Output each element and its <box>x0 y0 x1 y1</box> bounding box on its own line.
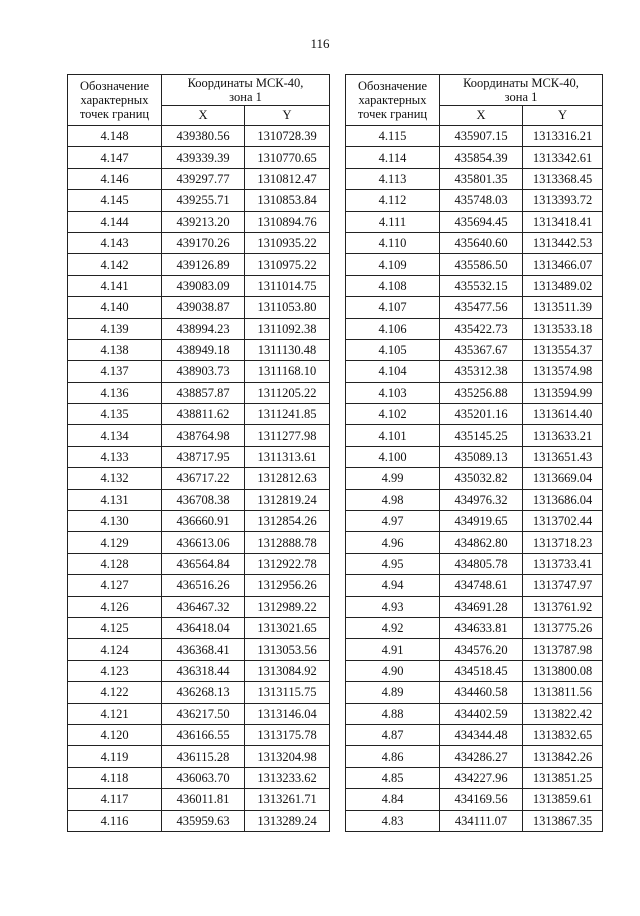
x-coordinate-cell: 435089.13 <box>440 446 523 467</box>
y-coordinate-cell: 1313614.40 <box>523 404 603 425</box>
point-label-cell: 4.147 <box>68 147 162 168</box>
table-row <box>346 532 603 553</box>
x-coordinate-cell: 436318.44 <box>162 660 245 681</box>
point-label-cell: 4.133 <box>68 446 162 467</box>
table-row <box>346 147 603 168</box>
y-coordinate-cell: 1313686.04 <box>523 489 603 510</box>
point-label-cell: 4.101 <box>346 425 440 446</box>
y-coordinate-cell: 1313316.21 <box>523 126 603 147</box>
right-table-body <box>346 126 603 832</box>
x-column-header: X <box>440 106 523 126</box>
table-row <box>68 126 330 147</box>
table-row <box>68 724 330 745</box>
x-coordinate-cell: 439083.09 <box>162 275 245 296</box>
point-label-cell: 4.121 <box>68 703 162 724</box>
point-label-cell: 4.98 <box>346 489 440 510</box>
y-coordinate-cell: 1311130.48 <box>245 339 330 360</box>
table-row <box>346 789 603 810</box>
table-row <box>346 254 603 275</box>
y-coordinate-cell: 1312989.22 <box>245 596 330 617</box>
x-coordinate-cell: 435640.60 <box>440 232 523 253</box>
table-row <box>68 232 330 253</box>
coordinates-header-line: Координаты МСК-40, <box>187 76 304 90</box>
point-label-cell: 4.136 <box>68 382 162 403</box>
x-coordinate-cell: 438717.95 <box>162 446 245 467</box>
x-coordinate-cell: 438994.23 <box>162 318 245 339</box>
table-row <box>346 511 603 532</box>
x-coordinate-cell: 435201.16 <box>440 404 523 425</box>
point-label-cell: 4.97 <box>346 511 440 532</box>
point-label-cell: 4.146 <box>68 168 162 189</box>
point-label-cell: 4.111 <box>346 211 440 232</box>
header-label-line: характерных <box>80 93 149 107</box>
point-label-cell: 4.105 <box>346 339 440 360</box>
table-row <box>346 746 603 767</box>
y-coordinate-cell: 1313175.78 <box>245 724 330 745</box>
table-row <box>68 382 330 403</box>
table-row <box>346 318 603 339</box>
point-label-cell: 4.100 <box>346 446 440 467</box>
y-coordinate-cell: 1311277.98 <box>245 425 330 446</box>
y-coordinate-cell: 1310770.65 <box>245 147 330 168</box>
table-row <box>346 297 603 318</box>
table-row <box>346 168 603 189</box>
page-number: 116 <box>310 36 330 51</box>
x-coordinate-cell: 434691.28 <box>440 596 523 617</box>
point-label-cell: 4.113 <box>346 168 440 189</box>
x-coordinate-cell: 435145.25 <box>440 425 523 446</box>
x-coordinate-cell: 434862.80 <box>440 532 523 553</box>
table-row <box>346 724 603 745</box>
y-coordinate-cell: 1310853.84 <box>245 190 330 211</box>
y-coordinate-cell: 1311241.85 <box>245 404 330 425</box>
table-row <box>68 147 330 168</box>
point-label-cell: 4.103 <box>346 382 440 403</box>
point-label-cell: 4.118 <box>68 767 162 788</box>
coordinates-table-left <box>67 74 330 832</box>
x-coordinate-cell: 435907.15 <box>440 126 523 147</box>
x-coordinate-cell: 434976.32 <box>440 489 523 510</box>
y-coordinate-cell: 1312812.63 <box>245 468 330 489</box>
table-row <box>346 468 603 489</box>
x-coordinate-cell: 434633.81 <box>440 617 523 638</box>
point-label-cell: 4.95 <box>346 553 440 574</box>
x-coordinate-cell: 436368.41 <box>162 639 245 660</box>
point-label-cell: 4.90 <box>346 660 440 681</box>
table-row <box>68 553 330 574</box>
x-coordinate-cell: 434169.56 <box>440 789 523 810</box>
y-coordinate-cell: 1313021.65 <box>245 617 330 638</box>
table-row <box>68 425 330 446</box>
y-coordinate-cell: 1310728.39 <box>245 126 330 147</box>
header-label-line: Обозначение <box>357 79 428 93</box>
y-coordinate-cell: 1313466.07 <box>523 254 603 275</box>
table-row <box>68 404 330 425</box>
x-coordinate-cell: 434344.48 <box>440 724 523 745</box>
point-label-cell: 4.137 <box>68 361 162 382</box>
x-coordinate-cell: 435367.67 <box>440 339 523 360</box>
point-label-cell: 4.129 <box>68 532 162 553</box>
y-coordinate-cell: 1311053.80 <box>245 297 330 318</box>
y-coordinate-cell: 1313702.44 <box>523 511 603 532</box>
table-row <box>68 596 330 617</box>
y-coordinate-cell: 1311092.38 <box>245 318 330 339</box>
point-label-cell: 4.135 <box>68 404 162 425</box>
x-coordinate-cell: 435694.45 <box>440 211 523 232</box>
x-coordinate-cell: 439213.20 <box>162 211 245 232</box>
y-coordinate-cell: 1313393.72 <box>523 190 603 211</box>
y-coordinate-cell: 1313084.92 <box>245 660 330 681</box>
table-row <box>68 810 330 831</box>
table-row <box>346 425 603 446</box>
table-row <box>68 361 330 382</box>
point-label-cell: 4.112 <box>346 190 440 211</box>
point-label-cell: 4.87 <box>346 724 440 745</box>
y-coordinate-cell: 1310975.22 <box>245 254 330 275</box>
y-coordinate-cell: 1312854.26 <box>245 511 330 532</box>
y-coordinate-cell: 1313533.18 <box>523 318 603 339</box>
x-coordinate-cell: 435422.73 <box>440 318 523 339</box>
x-coordinate-cell: 435032.82 <box>440 468 523 489</box>
point-label-cell: 4.86 <box>346 746 440 767</box>
x-coordinate-cell: 438857.87 <box>162 382 245 403</box>
point-label-cell: 4.88 <box>346 703 440 724</box>
table-row <box>346 211 603 232</box>
x-coordinate-cell: 438764.98 <box>162 425 245 446</box>
point-label-header <box>346 75 440 126</box>
point-label-cell: 4.142 <box>68 254 162 275</box>
table-row <box>346 553 603 574</box>
table-row <box>68 168 330 189</box>
y-coordinate-cell: 1313822.42 <box>523 703 603 724</box>
table-row <box>68 703 330 724</box>
x-coordinate-cell: 434111.07 <box>440 810 523 831</box>
coordinates-header <box>162 75 330 106</box>
x-coordinate-cell: 439297.77 <box>162 168 245 189</box>
point-label-cell: 4.106 <box>346 318 440 339</box>
header-label-line: точек границ <box>79 107 150 121</box>
x-coordinate-cell: 435256.88 <box>440 382 523 403</box>
coordinates-header-line: зона 1 <box>229 90 262 104</box>
coordinates-table-right <box>345 74 603 832</box>
table-row <box>346 232 603 253</box>
table-row <box>68 190 330 211</box>
point-label-cell: 4.120 <box>68 724 162 745</box>
y-coordinate-cell: 1313800.08 <box>523 660 603 681</box>
x-coordinate-cell: 436467.32 <box>162 596 245 617</box>
point-label-cell: 4.126 <box>68 596 162 617</box>
x-coordinate-cell: 435801.35 <box>440 168 523 189</box>
x-coordinate-cell: 436564.84 <box>162 553 245 574</box>
y-coordinate-cell: 1311313.61 <box>245 446 330 467</box>
left-table-body <box>68 126 330 832</box>
point-label-cell: 4.85 <box>346 767 440 788</box>
y-coordinate-cell: 1312922.78 <box>245 553 330 574</box>
x-coordinate-cell: 436166.55 <box>162 724 245 745</box>
table-row <box>68 660 330 681</box>
x-coordinate-cell: 436011.81 <box>162 789 245 810</box>
x-column-header: X <box>162 106 245 126</box>
table-row <box>68 617 330 638</box>
point-label-cell: 4.117 <box>68 789 162 810</box>
x-coordinate-cell: 438903.73 <box>162 361 245 382</box>
table-row <box>68 489 330 510</box>
table-row <box>346 275 603 296</box>
y-coordinate-cell: 1313594.99 <box>523 382 603 403</box>
x-coordinate-cell: 436063.70 <box>162 767 245 788</box>
table-row <box>68 254 330 275</box>
point-label-cell: 4.96 <box>346 532 440 553</box>
x-coordinate-cell: 436516.26 <box>162 575 245 596</box>
x-coordinate-cell: 436660.91 <box>162 511 245 532</box>
point-label-cell: 4.119 <box>68 746 162 767</box>
x-coordinate-cell: 436115.28 <box>162 746 245 767</box>
table-row <box>346 596 603 617</box>
table-row <box>68 211 330 232</box>
point-label-cell: 4.145 <box>68 190 162 211</box>
table-row <box>68 511 330 532</box>
point-label-cell: 4.144 <box>68 211 162 232</box>
point-label-cell: 4.134 <box>68 425 162 446</box>
table-row <box>68 746 330 767</box>
point-label-cell: 4.141 <box>68 275 162 296</box>
x-coordinate-cell: 439126.89 <box>162 254 245 275</box>
y-coordinate-cell: 1313633.21 <box>523 425 603 446</box>
point-label-cell: 4.109 <box>346 254 440 275</box>
table-row <box>346 703 603 724</box>
table-row <box>68 532 330 553</box>
table-row <box>346 810 603 831</box>
y-coordinate-cell: 1313261.71 <box>245 789 330 810</box>
table-row <box>68 339 330 360</box>
table-row <box>68 446 330 467</box>
y-coordinate-cell: 1313669.04 <box>523 468 603 489</box>
y-coordinate-cell: 1313574.98 <box>523 361 603 382</box>
table-row <box>68 297 330 318</box>
x-coordinate-cell: 434227.96 <box>440 767 523 788</box>
table-row <box>346 446 603 467</box>
point-label-cell: 4.125 <box>68 617 162 638</box>
point-label-cell: 4.110 <box>346 232 440 253</box>
x-coordinate-cell: 436708.38 <box>162 489 245 510</box>
point-label-cell: 4.83 <box>346 810 440 831</box>
y-coordinate-cell: 1313787.98 <box>523 639 603 660</box>
y-coordinate-cell: 1313289.24 <box>245 810 330 831</box>
table-row <box>68 468 330 489</box>
table-row <box>346 190 603 211</box>
point-label-cell: 4.143 <box>68 232 162 253</box>
x-coordinate-cell: 436217.50 <box>162 703 245 724</box>
header-label-line: характерных <box>358 93 427 107</box>
y-coordinate-cell: 1313859.61 <box>523 789 603 810</box>
y-coordinate-cell: 1310935.22 <box>245 232 330 253</box>
point-label-cell: 4.116 <box>68 810 162 831</box>
x-coordinate-cell: 434286.27 <box>440 746 523 767</box>
y-coordinate-cell: 1313146.04 <box>245 703 330 724</box>
x-coordinate-cell: 439380.56 <box>162 126 245 147</box>
y-coordinate-cell: 1313775.26 <box>523 617 603 638</box>
coordinates-header-line: зона 1 <box>504 90 538 104</box>
y-coordinate-cell: 1313418.41 <box>523 211 603 232</box>
y-coordinate-cell: 1313204.98 <box>245 746 330 767</box>
table-row <box>346 361 603 382</box>
y-coordinate-cell: 1310812.47 <box>245 168 330 189</box>
point-label-cell: 4.132 <box>68 468 162 489</box>
table-row <box>68 682 330 703</box>
y-coordinate-cell: 1313761.92 <box>523 596 603 617</box>
point-label-cell: 4.131 <box>68 489 162 510</box>
y-column-header: Y <box>523 106 603 126</box>
coordinates-header-line: Координаты МСК-40, <box>463 76 579 90</box>
y-coordinate-cell: 1313811.56 <box>523 682 603 703</box>
point-label-cell: 4.92 <box>346 617 440 638</box>
y-coordinate-cell: 1313489.02 <box>523 275 603 296</box>
y-coordinate-cell: 1313342.61 <box>523 147 603 168</box>
table-row <box>346 767 603 788</box>
y-coordinate-cell: 1313233.62 <box>245 767 330 788</box>
table-row <box>346 339 603 360</box>
table-row <box>346 575 603 596</box>
point-label-cell: 4.99 <box>346 468 440 489</box>
x-coordinate-cell: 436613.06 <box>162 532 245 553</box>
table-row <box>346 126 603 147</box>
y-coordinate-cell: 1312956.26 <box>245 575 330 596</box>
point-label-cell: 4.122 <box>68 682 162 703</box>
table-row <box>68 275 330 296</box>
coordinates-header <box>440 75 603 106</box>
table-row <box>346 639 603 660</box>
x-coordinate-cell: 435477.56 <box>440 297 523 318</box>
x-coordinate-cell: 435748.03 <box>440 190 523 211</box>
point-label-cell: 4.140 <box>68 297 162 318</box>
table-row <box>68 639 330 660</box>
point-label-cell: 4.102 <box>346 404 440 425</box>
x-coordinate-cell: 435312.38 <box>440 361 523 382</box>
point-label-cell: 4.148 <box>68 126 162 147</box>
table-row <box>68 575 330 596</box>
point-label-cell: 4.138 <box>68 339 162 360</box>
point-label-cell: 4.108 <box>346 275 440 296</box>
x-coordinate-cell: 438811.62 <box>162 404 245 425</box>
table-row <box>346 404 603 425</box>
y-coordinate-cell: 1313718.23 <box>523 532 603 553</box>
point-label-cell: 4.104 <box>346 361 440 382</box>
point-label-cell: 4.139 <box>68 318 162 339</box>
point-label-cell: 4.107 <box>346 297 440 318</box>
y-coordinate-cell: 1311168.10 <box>245 361 330 382</box>
y-column-header: Y <box>245 106 330 126</box>
point-label-cell: 4.128 <box>68 553 162 574</box>
y-coordinate-cell: 1313554.37 <box>523 339 603 360</box>
header-label-line: Обозначение <box>79 79 150 93</box>
x-coordinate-cell: 435586.50 <box>440 254 523 275</box>
y-coordinate-cell: 1310894.76 <box>245 211 330 232</box>
y-coordinate-cell: 1313733.41 <box>523 553 603 574</box>
table-row <box>346 617 603 638</box>
table-row <box>68 318 330 339</box>
y-coordinate-cell: 1313053.56 <box>245 639 330 660</box>
header-label-line: точек границ <box>357 107 428 121</box>
point-label-cell: 4.89 <box>346 682 440 703</box>
x-coordinate-cell: 436268.13 <box>162 682 245 703</box>
table-row <box>68 767 330 788</box>
table-row <box>346 382 603 403</box>
x-coordinate-cell: 439255.71 <box>162 190 245 211</box>
x-coordinate-cell: 439038.87 <box>162 297 245 318</box>
point-label-cell: 4.124 <box>68 639 162 660</box>
x-coordinate-cell: 435959.63 <box>162 810 245 831</box>
x-coordinate-cell: 439339.39 <box>162 147 245 168</box>
point-label-cell: 4.114 <box>346 147 440 168</box>
x-coordinate-cell: 438949.18 <box>162 339 245 360</box>
x-coordinate-cell: 434402.59 <box>440 703 523 724</box>
point-label-cell: 4.115 <box>346 126 440 147</box>
table-row <box>68 789 330 810</box>
x-coordinate-cell: 436717.22 <box>162 468 245 489</box>
x-coordinate-cell: 439170.26 <box>162 232 245 253</box>
y-coordinate-cell: 1313851.25 <box>523 767 603 788</box>
y-coordinate-cell: 1313368.45 <box>523 168 603 189</box>
table-row <box>346 660 603 681</box>
table-row <box>346 489 603 510</box>
x-coordinate-cell: 434518.45 <box>440 660 523 681</box>
point-label-header <box>68 75 162 126</box>
x-coordinate-cell: 434919.65 <box>440 511 523 532</box>
x-coordinate-cell: 436418.04 <box>162 617 245 638</box>
y-coordinate-cell: 1313511.39 <box>523 297 603 318</box>
y-coordinate-cell: 1313867.35 <box>523 810 603 831</box>
x-coordinate-cell: 435854.39 <box>440 147 523 168</box>
x-coordinate-cell: 434576.20 <box>440 639 523 660</box>
y-coordinate-cell: 1313747.97 <box>523 575 603 596</box>
table-row <box>346 682 603 703</box>
y-coordinate-cell: 1311205.22 <box>245 382 330 403</box>
point-label-cell: 4.84 <box>346 789 440 810</box>
y-coordinate-cell: 1311014.75 <box>245 275 330 296</box>
x-coordinate-cell: 434748.61 <box>440 575 523 596</box>
y-coordinate-cell: 1313442.53 <box>523 232 603 253</box>
x-coordinate-cell: 435532.15 <box>440 275 523 296</box>
y-coordinate-cell: 1313842.26 <box>523 746 603 767</box>
point-label-cell: 4.123 <box>68 660 162 681</box>
point-label-cell: 4.130 <box>68 511 162 532</box>
point-label-cell: 4.91 <box>346 639 440 660</box>
x-coordinate-cell: 434805.78 <box>440 553 523 574</box>
x-coordinate-cell: 434460.58 <box>440 682 523 703</box>
y-coordinate-cell: 1312819.24 <box>245 489 330 510</box>
point-label-cell: 4.93 <box>346 596 440 617</box>
y-coordinate-cell: 1312888.78 <box>245 532 330 553</box>
point-label-cell: 4.94 <box>346 575 440 596</box>
y-coordinate-cell: 1313115.75 <box>245 682 330 703</box>
point-label-cell: 4.127 <box>68 575 162 596</box>
y-coordinate-cell: 1313651.43 <box>523 446 603 467</box>
y-coordinate-cell: 1313832.65 <box>523 724 603 745</box>
